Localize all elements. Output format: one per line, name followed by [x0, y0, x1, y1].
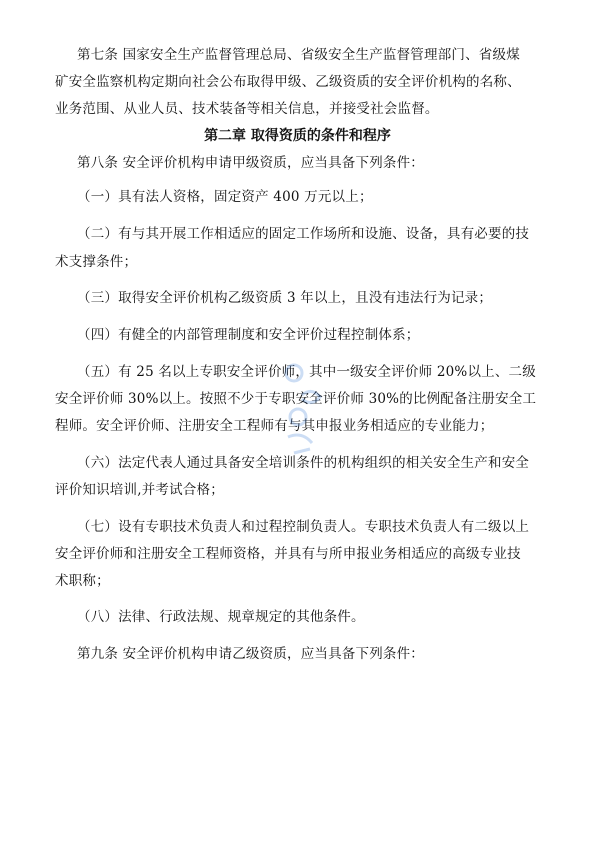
- item-6-line-1: （六）法定代表人通过具备安全培训条件的机构组织的相关安全生产和安全: [77, 455, 530, 471]
- item-7-line-1: （七）设有专职技术负责人和过程控制负责人。专职技术负责人有二级以上: [77, 519, 530, 535]
- item-8-line-1: （八）法律、行政法规、规章规定的其他条件。: [77, 609, 365, 625]
- item-2-line-2: 术支撑条件；: [55, 254, 138, 270]
- article-7-line-2: 矿安全监察机构定期向社会公布取得甲级、乙级资质的安全评价机构的名称、: [55, 74, 521, 90]
- article-8-line-1: 第八条 安全评价机构申请甲级资质，应当具备下列条件：: [77, 155, 424, 171]
- item-5-line-1: （五）有 25 名以上专职安全评价师，其中一级安全评价师 20%以上、二级: [77, 364, 536, 380]
- article-7-line-1: 第七条 国家安全生产监督管理总局、省级安全生产监督管理部门、省级煤: [77, 47, 520, 63]
- item-7-line-2: 安全评价师和注册安全工程师资格，并具有与所申报业务相适应的高级专业技: [55, 546, 521, 562]
- item-5-line-2: 安全评价师 30%以上。按照不少于专职安全评价师 30%的比例配备注册安全工: [55, 391, 537, 407]
- item-2-line-1: （二）有与其开展工作相适应的固定工作场所和设施、设备，具有必要的技: [77, 226, 530, 242]
- item-5-line-3: 程师。安全评价师、注册安全工程师有与其申报业务相适应的专业能力；: [55, 418, 494, 434]
- item-7-line-3: 术职称；: [55, 573, 110, 589]
- chapter-heading: 第二章 取得资质的条件和程序: [204, 128, 391, 144]
- item-6-line-2: 评价知识培训,并考试合格；: [55, 482, 224, 498]
- item-1-line-1: （一）具有法人资格，固定资产 400 万元以上；: [77, 189, 373, 205]
- article-9-line-1: 第九条 安全评价机构申请乙级资质，应当具备下列条件：: [77, 646, 424, 662]
- item-4-line-1: （四）有健全的内部管理制度和安全评价过程控制体系；: [77, 327, 420, 343]
- item-3-line-1: （三）取得安全评价机构乙级资质 3 年以上，且没有违法行为记录；: [77, 290, 493, 306]
- article-7-line-3: 业务范围、从业人员、技术装备等相关信息，并接受社会监督。: [55, 101, 439, 117]
